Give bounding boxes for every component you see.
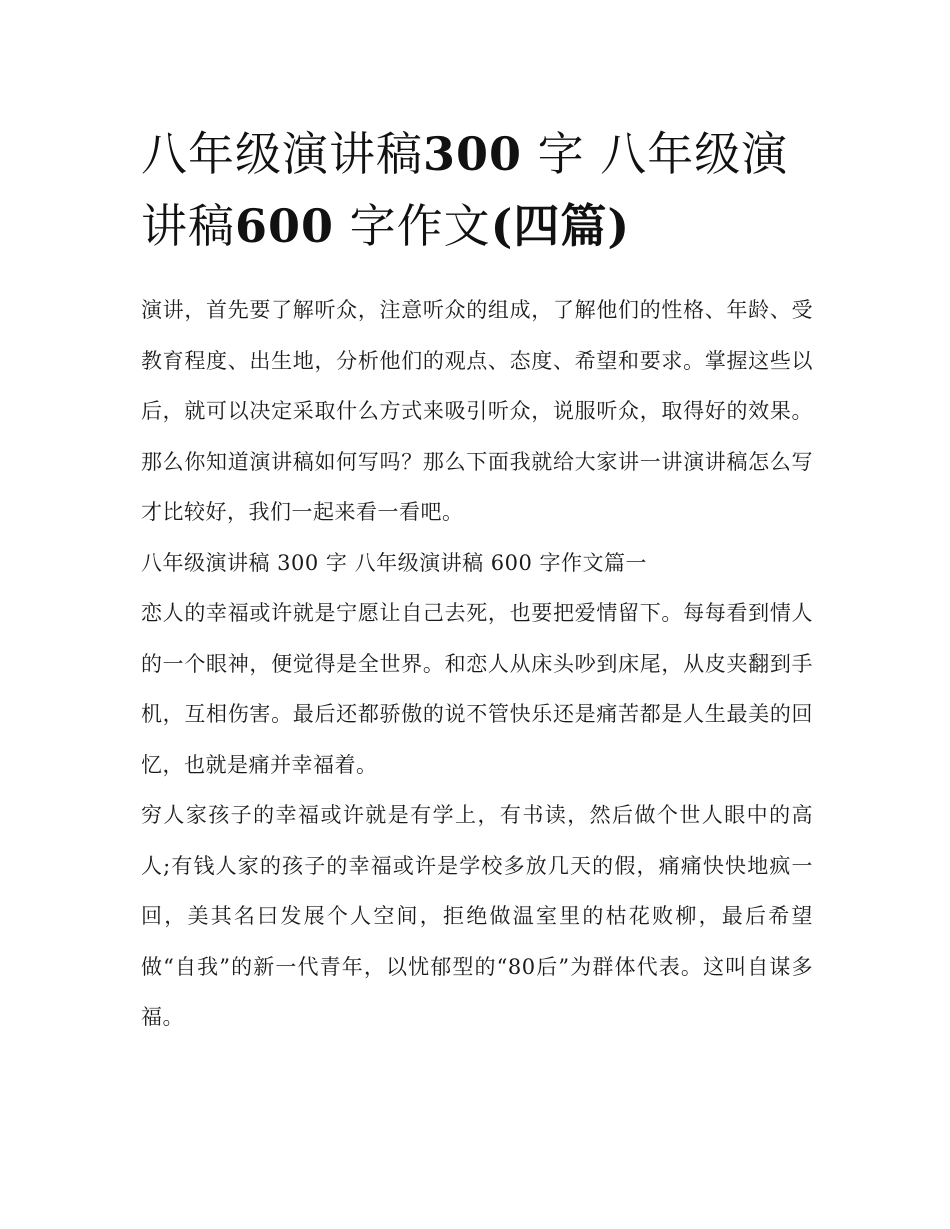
title-text-4: (四篇)	[490, 199, 631, 253]
document-title	[141, 118, 813, 262]
title-text-2: 字 八年级演讲稿	[141, 127, 789, 253]
title-number-300: 300	[423, 127, 523, 181]
section-heading: 八年级演讲稿 300 字 八年级演讲稿 600 字作文篇一	[141, 550, 648, 575]
body-paragraph-1: 恋人的幸福或许就是宁愿让自己去死，也要把爱情留下。每每看到情人的一个眼神，便觉得是全世界。和恋人从床头吵到床尾，从皮夹翻到手机，互相伤害。最后还都骄傲的说不管快乐还是痛苦都是人生最美的回忆，也就是痛并幸福着。	[141, 601, 813, 777]
title-number-600: 600	[235, 199, 335, 253]
title-text-1: 八年级演讲稿	[141, 127, 423, 181]
document-content	[141, 118, 813, 1043]
title-text-3: 字作文	[334, 199, 491, 253]
intro-paragraph: 演讲，首先要了解听众，注意听众的组成，了解他们的性格、年龄、受教育程度、出生地，分析他们的观点、态度、希望和要求。掌握这些以后，就可以决定采取什么方式来吸引听众，说服听众，取得好的效果。那么你知道演讲稿如何写吗？那么下面我就给大家讲一讲演讲稿怎么写才比较好，我们一起来看一看吧。	[141, 298, 813, 524]
body-paragraph-2: 穷人家孩子的幸福或许就是有学上，有书读，然后做个世人眼中的高人;有钱人家的孩子的幸福或许是学校多放几天的假，痛痛快快地疯一回，美其名曰发展个人空间，拒绝做温室里的枯花败柳，最后希望做“自我”的新一代青年，以忧郁型的“80后”为群体代表。这叫自谋多福。	[141, 803, 813, 1029]
